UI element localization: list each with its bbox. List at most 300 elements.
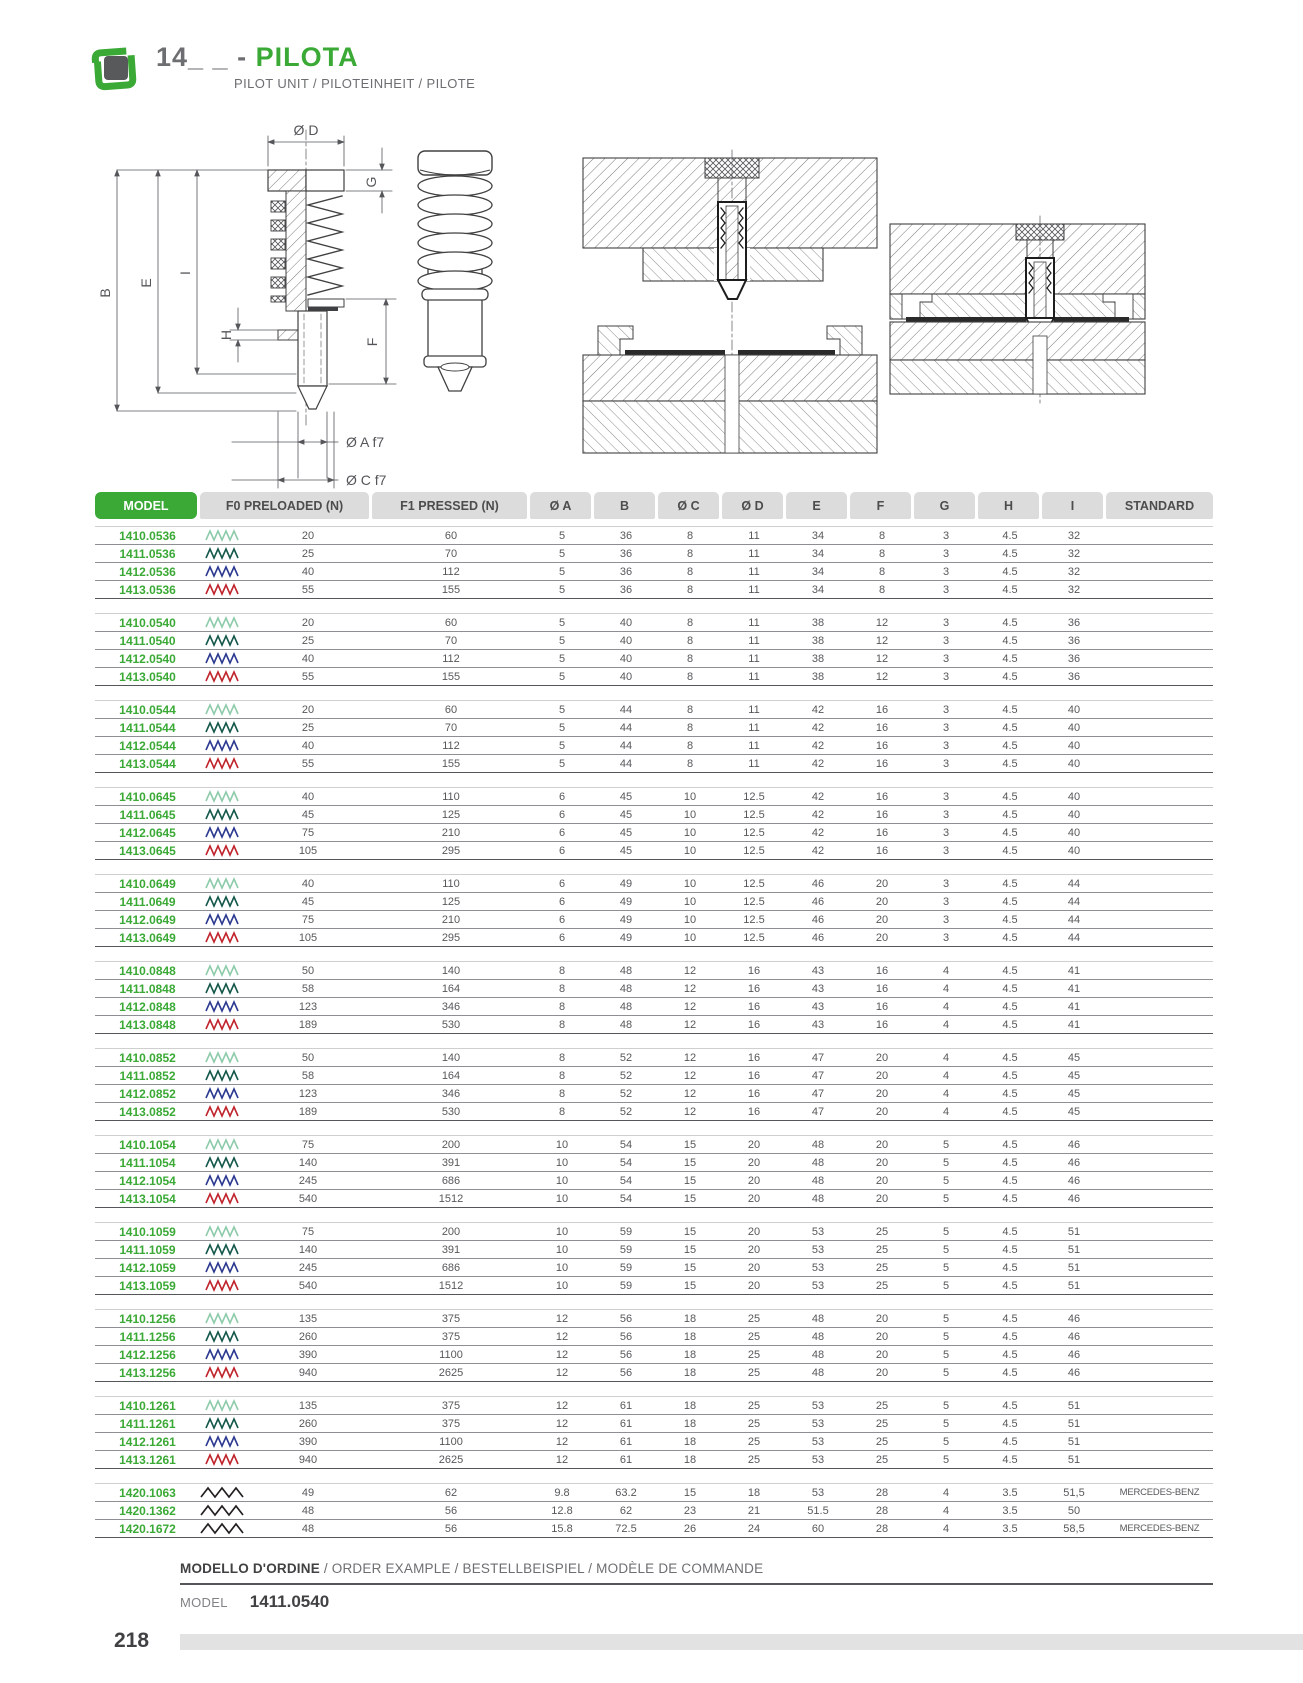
- dim-e-value: 42: [811, 844, 825, 857]
- f0-preloaded-value: 135: [298, 1399, 318, 1412]
- dim-h-value: 4.5: [1002, 1330, 1018, 1343]
- spring-cell: [200, 1435, 244, 1448]
- table-row: [95, 737, 1213, 755]
- dim-b-value: 40: [619, 616, 633, 629]
- dim-g-value: 4: [942, 1069, 950, 1082]
- table-row: [95, 980, 1213, 998]
- dim-g-value: 4: [942, 964, 950, 977]
- spring-cell: [200, 844, 244, 857]
- dim-dia-d-value: 21: [747, 1504, 761, 1517]
- dim-h-value: 4.5: [1002, 1105, 1018, 1118]
- dim-i-value: 44: [1067, 877, 1081, 890]
- dim-dia-a-value: 10: [555, 1192, 569, 1205]
- spring-cell: [200, 1105, 244, 1118]
- dim-dia-c-value: 18: [683, 1435, 697, 1448]
- table-row: [95, 668, 1213, 686]
- spring-icon: [205, 1000, 239, 1013]
- dim-g-value: 3: [942, 913, 950, 926]
- dim-dia-d-value: 11: [748, 565, 760, 578]
- dim-b-value: 52: [619, 1105, 633, 1118]
- spring-cell: [200, 1243, 244, 1256]
- column-header-dia-c: Ø C: [658, 492, 719, 519]
- page-header: [88, 44, 475, 94]
- table-row: [95, 1016, 1213, 1034]
- dim-dia-c-value: 18: [683, 1348, 697, 1361]
- dim-dia-c-value: 18: [683, 1417, 697, 1430]
- model-value: 1411.0540: [249, 1592, 330, 1611]
- dim-label-diameter-a: Ø A f7: [346, 434, 385, 450]
- f0-preloaded-value: 105: [298, 931, 318, 944]
- dim-dia-d-value: 11: [748, 634, 760, 647]
- f1-pressed-value: 140: [441, 1051, 461, 1064]
- dim-e-value: 42: [811, 721, 825, 734]
- spring-cell: [200, 1453, 244, 1466]
- dim-f-value: 25: [875, 1279, 889, 1292]
- dim-dia-c-value: 12: [683, 1000, 697, 1013]
- spring-icon: [205, 583, 239, 596]
- dim-h-value: 4.5: [1002, 844, 1018, 857]
- dim-e-value: 42: [811, 757, 825, 770]
- spring-cell: [200, 1087, 244, 1100]
- table-row: [95, 1223, 1213, 1241]
- model-number: 1410.0536: [119, 528, 176, 543]
- table-group: [95, 1135, 1213, 1208]
- dim-dia-a-value: 12: [555, 1417, 569, 1430]
- dim-e-value: 53: [811, 1417, 825, 1430]
- dim-dia-c-value: 23: [683, 1504, 697, 1517]
- dimension-drawing: [97, 122, 396, 488]
- f1-pressed-value: 1100: [439, 1435, 463, 1448]
- dim-dia-d-value: 16: [747, 1087, 761, 1100]
- dim-dia-a-value: 6: [558, 844, 566, 857]
- table-row: [95, 893, 1213, 911]
- table-row: [95, 1520, 1213, 1538]
- dim-h-value: 4.5: [1002, 1348, 1018, 1361]
- f0-preloaded-value: 40: [301, 565, 315, 578]
- spring-cell: [200, 703, 244, 716]
- dim-dia-d-value: 12.5: [743, 844, 765, 857]
- dim-dia-c-value: 10: [683, 931, 697, 944]
- dim-dia-a-value: 8: [558, 964, 566, 977]
- dim-e-value: 38: [811, 616, 825, 629]
- model-number: 1410.1261: [119, 1398, 176, 1413]
- spring-cell: [200, 1348, 244, 1361]
- dim-e-value: 46: [811, 913, 825, 926]
- dim-dia-c-value: 8: [686, 634, 694, 647]
- dim-f-value: 8: [878, 547, 886, 560]
- dim-dia-c-value: 8: [686, 757, 694, 770]
- f0-preloaded-value: 123: [298, 1087, 318, 1100]
- dim-dia-c-value: 8: [686, 616, 694, 629]
- dim-dia-c-value: 8: [686, 703, 694, 716]
- f0-preloaded-value: 55: [301, 583, 315, 596]
- f0-preloaded-value: 260: [298, 1417, 318, 1430]
- dim-f-value: 16: [875, 808, 889, 821]
- f0-preloaded-value: 25: [301, 721, 315, 734]
- dim-f-value: 16: [875, 826, 889, 839]
- footer-bar: [180, 1634, 1303, 1650]
- dim-g-value: 3: [942, 634, 950, 647]
- dim-g-value: 5: [942, 1225, 950, 1238]
- dim-b-value: 44: [619, 721, 633, 734]
- column-header-standard: STANDARD: [1106, 492, 1213, 519]
- dim-dia-d-value: 20: [747, 1174, 761, 1187]
- f1-pressed-value: 375: [441, 1399, 461, 1412]
- dim-dia-d-value: 25: [747, 1312, 761, 1325]
- f0-preloaded-value: 40: [301, 652, 315, 665]
- f0-preloaded-value: 58: [301, 1069, 315, 1082]
- f0-preloaded-value: 245: [298, 1174, 318, 1187]
- spring-cell: [200, 1417, 244, 1430]
- dim-f-value: 20: [875, 1192, 889, 1205]
- table-group: [95, 1309, 1213, 1382]
- dim-i-value: 45: [1067, 1069, 1081, 1082]
- dim-dia-c-value: 15: [683, 1138, 697, 1151]
- dim-dia-a-value: 6: [558, 931, 566, 944]
- spring-cell: [200, 634, 244, 647]
- table-row: [95, 755, 1213, 773]
- f0-preloaded-value: 540: [298, 1279, 318, 1292]
- f1-pressed-value: 70: [444, 634, 458, 647]
- family-code: 14_ _: [156, 42, 229, 72]
- dim-f-value: 8: [878, 565, 886, 578]
- dim-h-value: 4.5: [1002, 1174, 1018, 1187]
- dim-b-value: 44: [619, 757, 633, 770]
- dim-h-value: 4.5: [1002, 808, 1018, 821]
- dim-i-value: 46: [1067, 1138, 1081, 1151]
- dim-dia-a-value: 6: [558, 790, 566, 803]
- f0-preloaded-value: 50: [301, 1051, 315, 1064]
- dim-b-value: 48: [619, 982, 633, 995]
- dim-f-value: 20: [875, 1138, 889, 1151]
- column-header-model: MODEL: [95, 492, 197, 519]
- dim-i-value: 32: [1067, 583, 1081, 596]
- dim-b-value: 52: [619, 1069, 633, 1082]
- dim-e-value: 53: [811, 1399, 825, 1412]
- dim-f-value: 16: [875, 844, 889, 857]
- dim-dia-a-value: 6: [558, 895, 566, 908]
- dim-dia-a-value: 12.8: [551, 1504, 573, 1517]
- dim-dia-d-value: 11: [748, 529, 760, 542]
- f0-preloaded-value: 940: [298, 1453, 318, 1466]
- table-group: [95, 526, 1213, 599]
- spring-cell: [200, 895, 244, 908]
- spring-icon: [205, 1453, 239, 1466]
- f0-preloaded-value: 140: [298, 1156, 318, 1169]
- dim-f-value: 20: [875, 1069, 889, 1082]
- dim-g-value: 3: [942, 703, 950, 716]
- column-header-e: E: [786, 492, 847, 519]
- spring-icon: [205, 1366, 239, 1379]
- dim-g-value: 5: [942, 1279, 950, 1292]
- f0-preloaded-value: 245: [298, 1261, 318, 1274]
- f1-pressed-value: 1100: [439, 1348, 463, 1361]
- dim-h-value: 4.5: [1002, 964, 1018, 977]
- column-header-f1: F1 PRESSED (N): [372, 492, 527, 519]
- dim-h-value: 4.5: [1002, 913, 1018, 926]
- dim-b-value: 45: [619, 844, 633, 857]
- dim-i-value: 40: [1067, 826, 1081, 839]
- dim-dia-d-value: 20: [747, 1225, 761, 1238]
- dim-i-value: 46: [1067, 1312, 1081, 1325]
- dim-dia-a-value: 8: [558, 1018, 566, 1031]
- dim-f-value: 20: [875, 1087, 889, 1100]
- dim-h-value: 4.5: [1002, 547, 1018, 560]
- f0-preloaded-value: 48: [301, 1504, 315, 1517]
- f0-preloaded-value: 20: [301, 616, 315, 629]
- dim-g-value: 4: [942, 982, 950, 995]
- dim-dia-a-value: 12: [555, 1312, 569, 1325]
- standard-value: MERCEDES-BENZ: [1119, 1523, 1200, 1534]
- column-header-h: H: [978, 492, 1039, 519]
- f1-pressed-value: 686: [441, 1261, 461, 1274]
- table-row: [95, 1136, 1213, 1154]
- model-number: 1411.0544: [119, 720, 176, 735]
- dim-f-value: 25: [875, 1435, 889, 1448]
- model-number: 1411.0852: [119, 1068, 176, 1083]
- dim-f-value: 16: [875, 703, 889, 716]
- dim-i-value: 36: [1067, 634, 1081, 647]
- dim-g-value: 5: [942, 1330, 950, 1343]
- dim-e-value: 38: [811, 634, 825, 647]
- table-row: [95, 1415, 1213, 1433]
- dim-e-value: 34: [811, 547, 825, 560]
- f0-preloaded-value: 75: [301, 913, 315, 926]
- dim-dia-a-value: 8: [558, 1087, 566, 1100]
- table-row: [95, 719, 1213, 737]
- model-number: 1412.0649: [119, 912, 176, 927]
- dim-f-value: 20: [875, 1366, 889, 1379]
- dim-f-value: 12: [875, 634, 889, 647]
- dim-dia-c-value: 15: [683, 1192, 697, 1205]
- f1-pressed-value: 346: [441, 1000, 461, 1013]
- dim-b-value: 48: [619, 1000, 633, 1013]
- dim-dia-a-value: 6: [558, 913, 566, 926]
- dim-e-value: 53: [811, 1261, 825, 1274]
- table-row: [95, 614, 1213, 632]
- f0-preloaded-value: 45: [301, 895, 315, 908]
- dim-dia-a-value: 10: [555, 1225, 569, 1238]
- dim-label-diameter-d: Ø D: [293, 122, 319, 138]
- dim-i-value: 45: [1067, 1051, 1081, 1064]
- dim-i-value: 32: [1067, 547, 1081, 560]
- order-example-model: [180, 1592, 329, 1612]
- dim-e-value: 43: [811, 1018, 825, 1031]
- spring-cell: [200, 982, 244, 995]
- dim-e-value: 48: [811, 1156, 825, 1169]
- spring-cell: [200, 1156, 244, 1169]
- spring-icon: [205, 1330, 239, 1343]
- dim-dia-a-value: 8: [558, 982, 566, 995]
- dim-dia-a-value: 9.8: [554, 1486, 570, 1499]
- f1-pressed-value: 2625: [438, 1453, 464, 1466]
- dim-b-value: 72.5: [615, 1522, 637, 1535]
- dim-g-value: 4: [942, 1051, 950, 1064]
- dim-b-value: 61: [619, 1399, 633, 1412]
- model-number: 1411.1054: [119, 1155, 176, 1170]
- dim-e-value: 53: [811, 1435, 825, 1448]
- dim-dia-d-value: 11: [748, 616, 760, 629]
- dim-h-value: 4.5: [1002, 529, 1018, 542]
- dim-g-value: 3: [942, 895, 950, 908]
- spring-icon: [205, 931, 239, 944]
- dim-g-value: 3: [942, 757, 950, 770]
- dim-g-value: 5: [942, 1261, 950, 1274]
- f1-pressed-value: 60: [444, 616, 458, 629]
- model-number: 1413.0649: [119, 930, 176, 945]
- model-number: 1413.0645: [119, 843, 176, 858]
- dim-g-value: 3: [942, 583, 950, 596]
- spring-icon: [205, 1261, 239, 1274]
- dim-h-value: 4.5: [1002, 1051, 1018, 1064]
- dim-dia-c-value: 10: [683, 790, 697, 803]
- dim-dia-d-value: 11: [748, 757, 760, 770]
- model-number: 1410.0852: [119, 1050, 176, 1065]
- spring-cell: [200, 583, 244, 596]
- dim-i-value: 36: [1067, 670, 1081, 683]
- dim-dia-d-value: 11: [748, 652, 760, 665]
- brand-logo-icon: [88, 44, 138, 94]
- dim-e-value: 48: [811, 1330, 825, 1343]
- dim-f-value: 16: [875, 982, 889, 995]
- dim-dia-a-value: 5: [558, 757, 566, 770]
- dim-dia-a-value: 8: [558, 1000, 566, 1013]
- dim-f-value: 20: [875, 877, 889, 890]
- dim-h-value: 4.5: [1002, 652, 1018, 665]
- f1-pressed-value: 110: [442, 790, 460, 803]
- dim-i-value: 45: [1067, 1087, 1081, 1100]
- f1-pressed-value: 295: [441, 931, 461, 944]
- dim-i-value: 51: [1067, 1279, 1081, 1292]
- table-row: [95, 998, 1213, 1016]
- dim-dia-d-value: 20: [747, 1156, 761, 1169]
- f1-pressed-value: 70: [444, 547, 458, 560]
- dim-f-value: 20: [875, 931, 889, 944]
- dim-dia-d-value: 11: [748, 547, 760, 560]
- dim-e-value: 48: [811, 1138, 825, 1151]
- f1-pressed-value: 210: [441, 913, 461, 926]
- model-number: 1410.1059: [119, 1224, 176, 1239]
- dim-i-value: 58,5: [1063, 1522, 1085, 1535]
- model-number: 1412.0544: [119, 738, 176, 753]
- dim-b-value: 48: [619, 1018, 633, 1031]
- spring-cell: [200, 670, 244, 683]
- dim-b-value: 52: [619, 1087, 633, 1100]
- spring-cell: [200, 757, 244, 770]
- spring-icon: [205, 913, 239, 926]
- dim-dia-d-value: 25: [747, 1348, 761, 1361]
- spring-cell: [200, 1000, 244, 1013]
- table-row: [95, 1049, 1213, 1067]
- spring-cell: [200, 931, 244, 944]
- dim-dia-c-value: 8: [686, 529, 694, 542]
- spring-icon: [205, 565, 239, 578]
- dim-h-value: 3.5: [1002, 1522, 1018, 1535]
- table-row: [95, 1259, 1213, 1277]
- f1-pressed-value: 295: [441, 844, 461, 857]
- dim-i-value: 51: [1067, 1453, 1081, 1466]
- dim-e-value: 47: [811, 1105, 825, 1118]
- dim-label-e: E: [138, 278, 154, 288]
- dim-g-value: 3: [942, 616, 950, 629]
- dim-g-value: 3: [942, 670, 950, 683]
- dim-h-value: 4.5: [1002, 1435, 1018, 1448]
- f0-preloaded-value: 189: [298, 1105, 318, 1118]
- spring-cell: [200, 529, 244, 542]
- spring-icon: [205, 1018, 239, 1031]
- dim-dia-d-value: 11: [748, 739, 760, 752]
- f1-pressed-value: 155: [441, 670, 461, 683]
- dim-e-value: 42: [811, 739, 825, 752]
- f1-pressed-value: 62: [444, 1486, 458, 1499]
- dim-i-value: 41: [1067, 1000, 1081, 1013]
- spring-cell: [200, 877, 244, 890]
- dim-g-value: 5: [942, 1243, 950, 1256]
- table-row: [95, 1190, 1213, 1208]
- table-row: [95, 527, 1213, 545]
- table-row: [95, 1346, 1213, 1364]
- dim-dia-c-value: 12: [683, 982, 697, 995]
- product-name: PILOTA: [255, 42, 359, 72]
- dim-dia-a-value: 10: [555, 1174, 569, 1187]
- dim-e-value: 46: [811, 877, 825, 890]
- dim-dia-c-value: 15: [683, 1225, 697, 1238]
- dim-dia-a-value: 10: [555, 1261, 569, 1274]
- dim-h-value: 4.5: [1002, 1261, 1018, 1274]
- model-number: 1420.1063: [119, 1485, 176, 1500]
- spring-cell: [200, 913, 244, 926]
- model-number: 1410.0544: [119, 702, 176, 717]
- spring-icon: [205, 1087, 239, 1100]
- dim-b-value: 54: [619, 1192, 633, 1205]
- table-row: [95, 1310, 1213, 1328]
- dim-dia-d-value: 11: [748, 670, 760, 683]
- dim-dia-a-value: 12: [555, 1399, 569, 1412]
- dim-f-value: 25: [875, 1261, 889, 1274]
- dim-label-f: F: [364, 337, 380, 347]
- table-group: [95, 787, 1213, 860]
- spring-icon: [205, 1192, 239, 1205]
- f0-preloaded-value: 20: [301, 703, 315, 716]
- dim-f-value: 16: [875, 964, 889, 977]
- dim-dia-c-value: 12: [683, 1018, 697, 1031]
- dim-h-value: 4.5: [1002, 1192, 1018, 1205]
- spring-icon: [205, 721, 239, 734]
- dim-i-value: 44: [1067, 895, 1081, 908]
- technical-drawings: [80, 106, 1220, 501]
- table-group: [95, 874, 1213, 947]
- model-number: 1412.0645: [119, 825, 176, 840]
- column-header-f: F: [850, 492, 911, 519]
- dim-dia-d-value: 25: [747, 1399, 761, 1412]
- spring-icon: [205, 1243, 239, 1256]
- model-number: 1412.1054: [119, 1173, 176, 1188]
- spring-cell: [200, 1138, 244, 1151]
- spring-icon: [205, 1174, 239, 1187]
- dim-b-value: 44: [619, 739, 633, 752]
- f0-preloaded-value: 940: [298, 1366, 318, 1379]
- dim-dia-c-value: 18: [683, 1453, 697, 1466]
- dim-dia-d-value: 20: [747, 1192, 761, 1205]
- spring-icon: [205, 616, 239, 629]
- dim-g-value: 4: [942, 1087, 950, 1100]
- spring-cell: [200, 1018, 244, 1031]
- dim-dia-d-value: 12.5: [743, 931, 765, 944]
- page-number: 218: [114, 1629, 150, 1652]
- dim-f-value: 25: [875, 1225, 889, 1238]
- spring-cell: [200, 616, 244, 629]
- dim-b-value: 59: [619, 1261, 633, 1274]
